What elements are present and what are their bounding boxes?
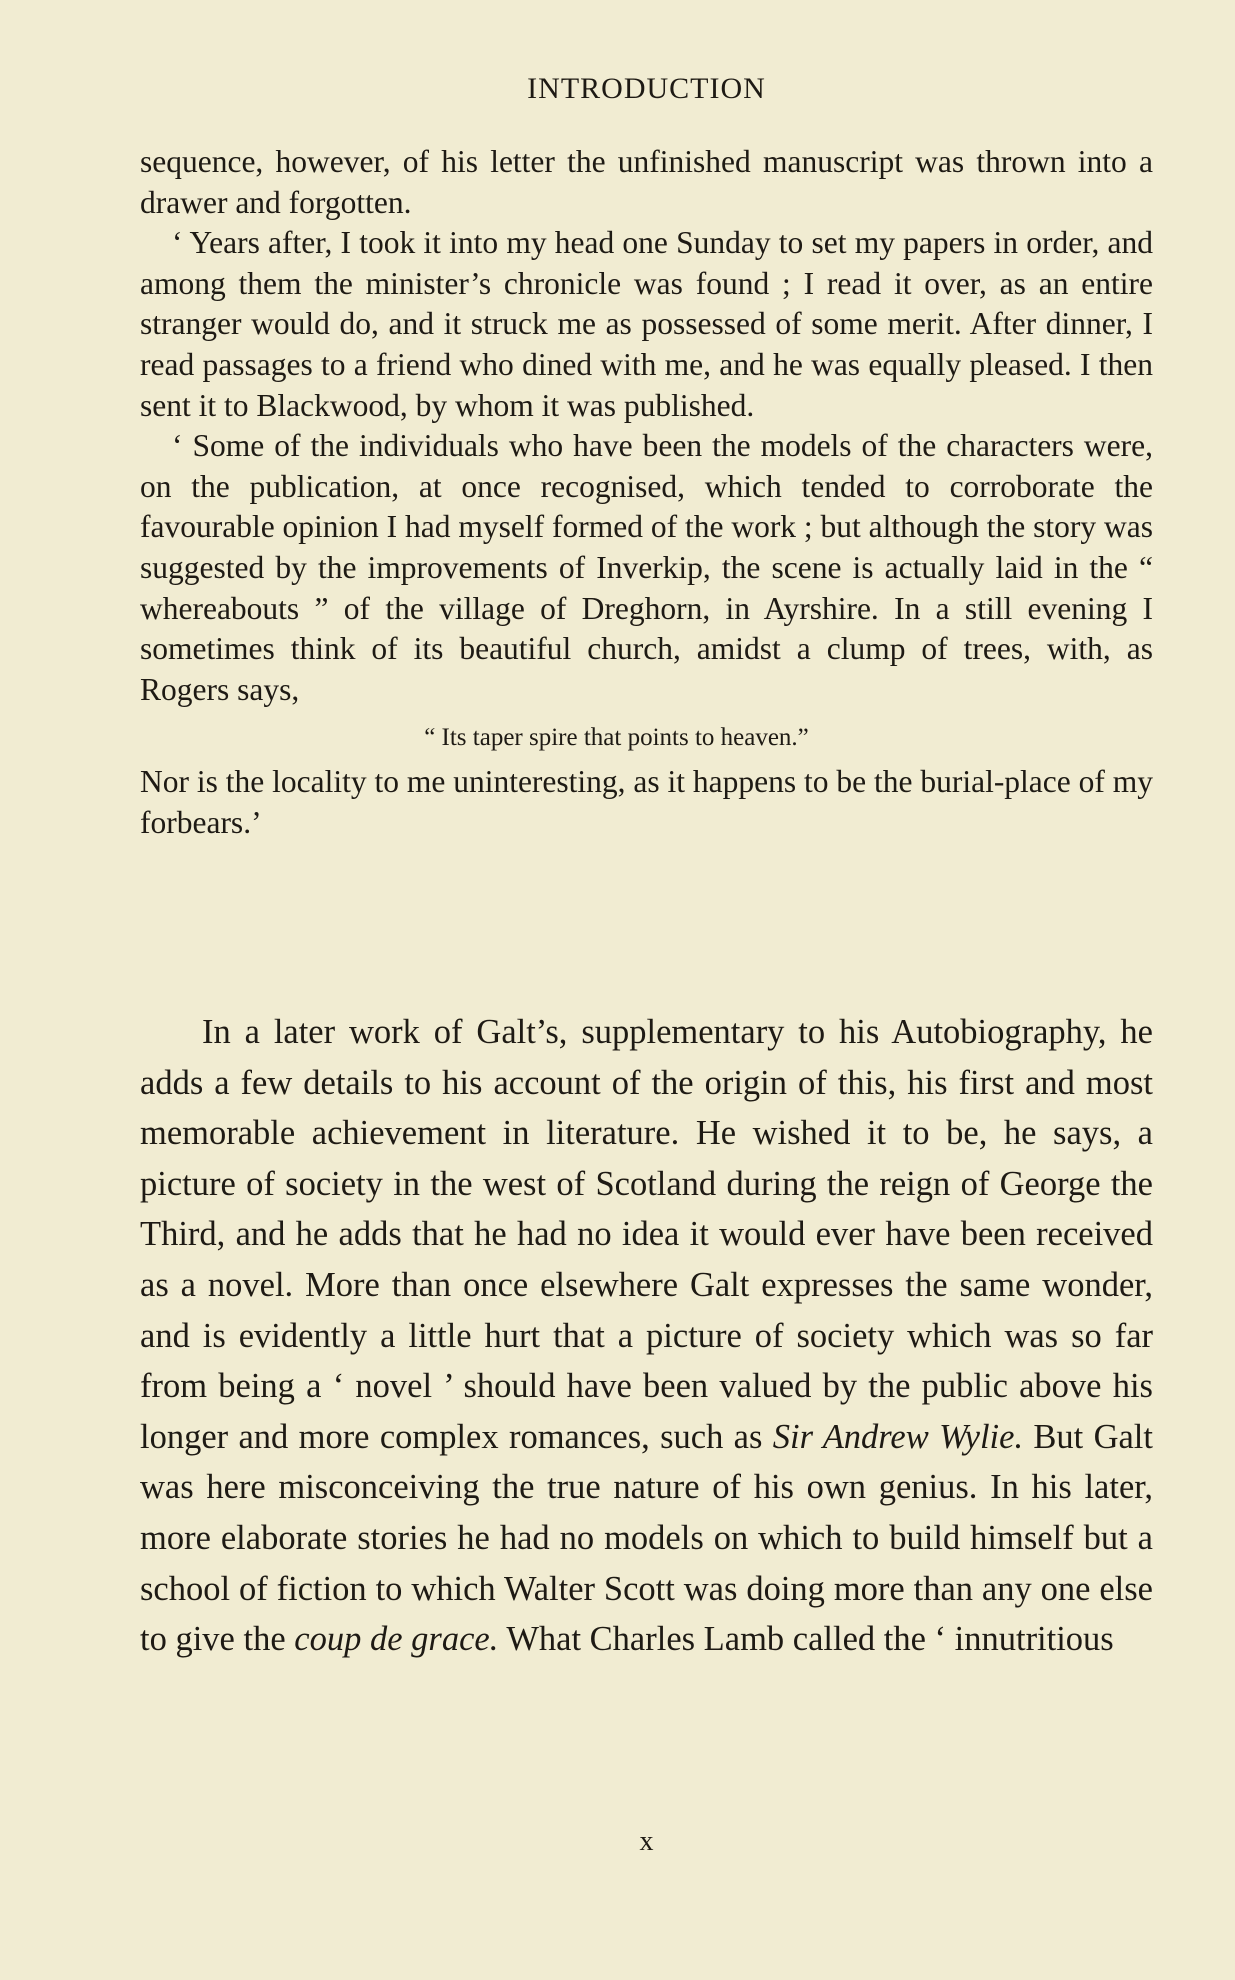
body-text-part-3: What Charles Lamb called the ‘ innutritious: [498, 1620, 1114, 1659]
autobiography-quotation: [140, 142, 1153, 844]
page-number: x: [639, 1826, 654, 1857]
body-paragraph: [140, 1007, 1153, 1665]
book-page: [140, 0, 1153, 1980]
quote-paragraph-3: ‘ Some of the individuals who have been the models of the characters were, on the publication, at once recognised, which tended to corroborate the favourable opinion I had myself formed of the work ; but although the story was suggested by the improvements of Inverkip, the scene is actually laid in the “ whereabouts ” of the village of Dreghorn, in Ayrshire. In a still evening I sometimes think of its beautiful church, amidst a clump of trees, with, as Rogers says,: [140, 428, 1154, 707]
running-head: INTRODUCTION: [527, 72, 766, 105]
verse-line: “ Its taper spire that points to heaven.”: [424, 724, 809, 752]
quote-paragraph-2: ‘ Years after, I took it into my head one Sunday to set my papers in order, and among them the minister’s chronicle was found ; I read it over, as an entire stranger would do, and it struck me as possessed of some merit. After dinner, I read passages to a friend who dined with me, and he was equally pleased. I then sent it to Blackwood, by whom it was published.: [140, 225, 1153, 423]
body-text-part-1: In a later work of Galt’s, supplementary to his Autobiography, he adds a few details to his account of the origin of this, his first and most memorable achievement in literature. He wished it to be, he says, a picture of society in the west of Scotland during the reign of George the Third, and he adds that he had no idea it would ever have been received as a novel. More than once elsewhere Galt expresses the same wonder, and is evidently a little hurt that a picture of society which was so far from being a ‘ novel ’ should have been valued by the public above his longer and more complex romances, such as: [140, 1013, 1153, 1456]
quote-paragraph-1: sequence, however, of his letter the unfinished manuscript was thrown into a drawer and forgotten.: [140, 144, 1153, 220]
quote-paragraph-4: Nor is the locality to me uninteresting, as it happens to be the burial-place of my forbears.’: [140, 764, 1153, 840]
body-text: [140, 1007, 1153, 1665]
body-text-part-2: But Galt was here misconceiving the true nature of his own genius. In his later, more elaborate stories he had no models on which to build himself but a school of fiction to which Walter Scott was doing more than any one else to give the: [140, 1417, 1153, 1659]
phrase-coup-de-grace: coup de grace.: [294, 1620, 499, 1659]
book-title-sir-andrew-wylie: Sir Andrew Wylie.: [772, 1417, 1024, 1456]
